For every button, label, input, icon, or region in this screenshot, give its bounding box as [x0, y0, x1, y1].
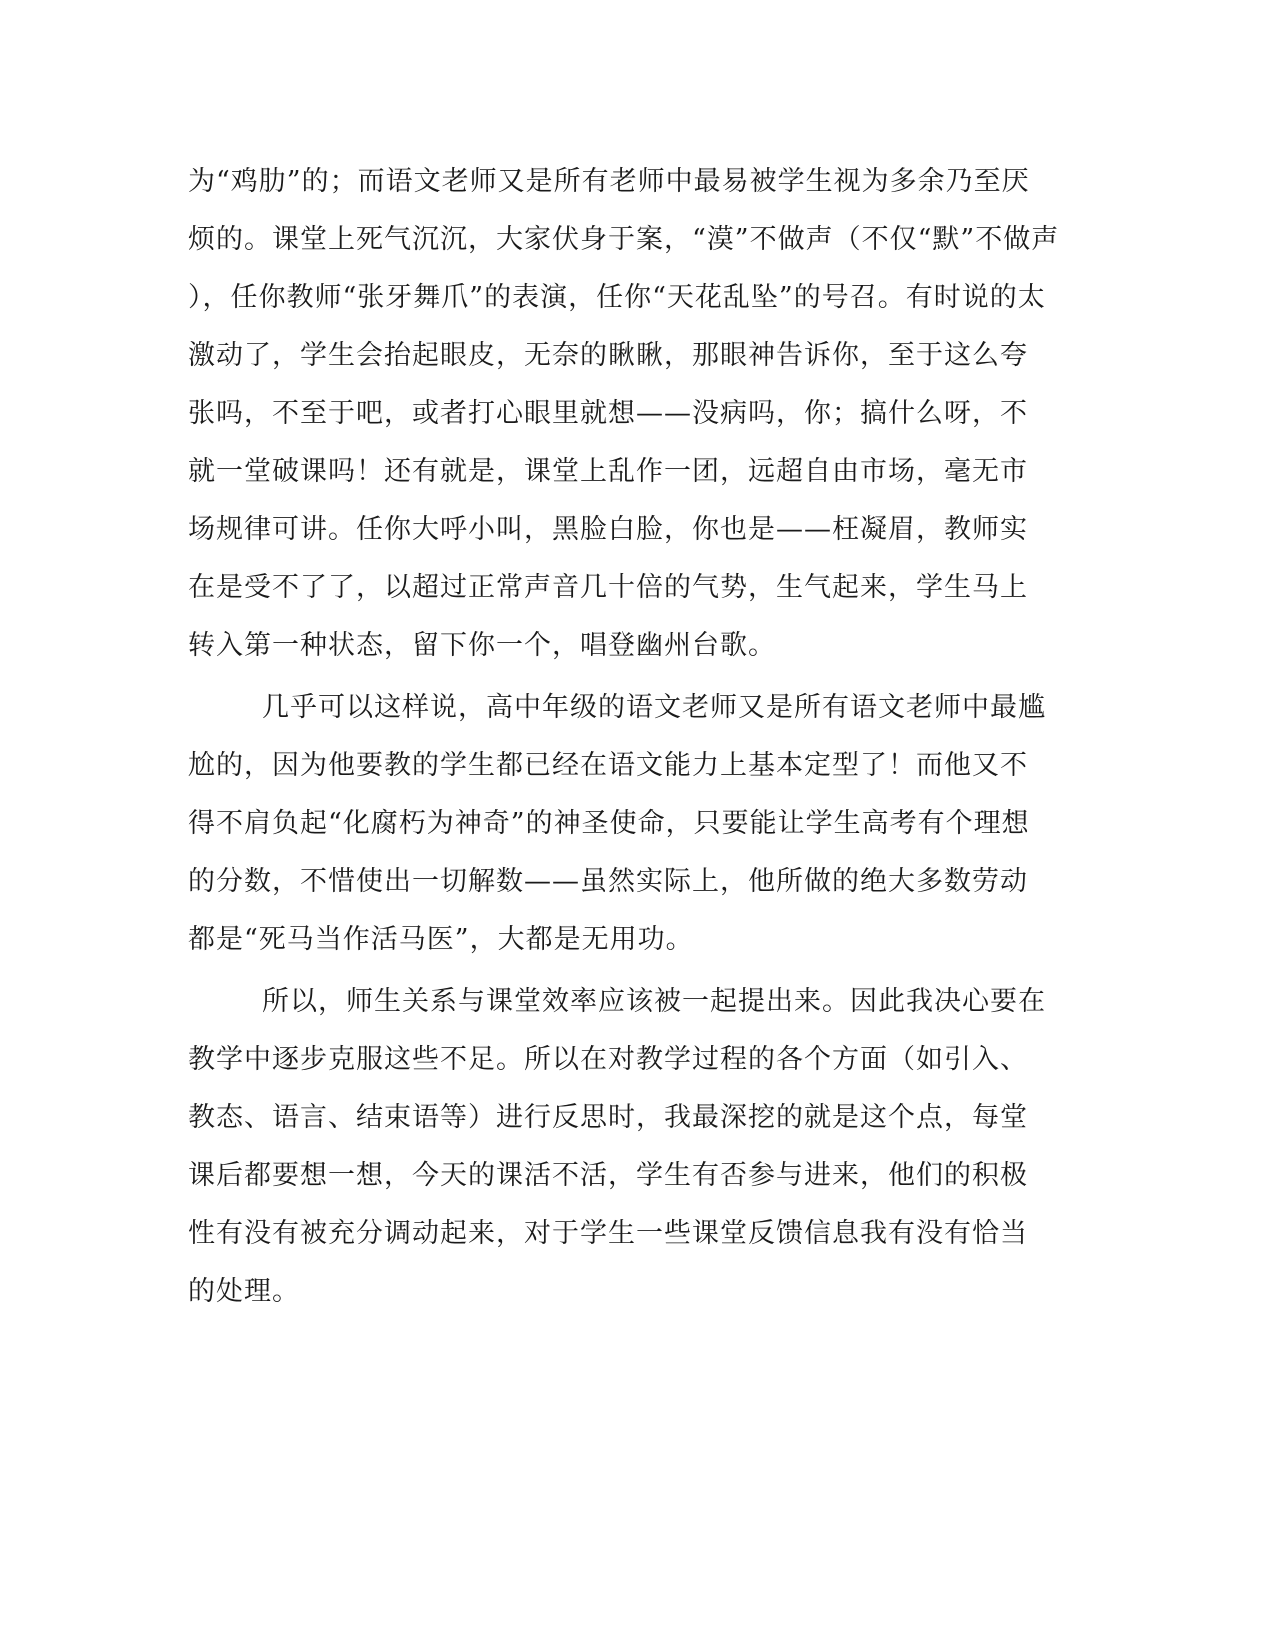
- paragraph-3-line-4: 课后都要想一想，今天的课活不活，学生有否参与进来，他们的积极: [188, 1160, 1028, 1191]
- paragraph-3-line-3: 教态、语言、结束语等）进行反思时，我最深挖的就是这个点，每堂: [188, 1102, 1028, 1133]
- paragraph-1-line-4: 激动了，学生会抬起眼皮，无奈的瞅瞅，那眼神告诉你，至于这么夸: [188, 340, 1028, 371]
- paragraph-2-line-3: 得不肩负起“化腐朽为神奇”的神圣使命，只要能让学生高考有个理想: [188, 808, 1030, 839]
- paragraph-1-line-2: 烦的。课堂上死气沉沉，大家伏身于案，“漠”不做声（不仅“默”不做声: [188, 224, 1060, 255]
- paragraph-3-line-1: 所以，师生关系与课堂效率应该被一起提出来。因此我决心要在: [262, 986, 1046, 1017]
- paragraph-2-line-4: 的分数，不惜使出一切解数——虽然实际上，他所做的绝大多数劳动: [188, 866, 1028, 897]
- paragraph-1-line-9: 转入第一种状态，留下你一个，唱登幽州台歌。: [188, 630, 776, 661]
- paragraph-1-line-3: ），任你教师“张牙舞爪”的表演，任你“天花乱坠”的号召。有时说的太: [188, 282, 1046, 313]
- paragraph-3-line-6: 的处理。: [188, 1276, 300, 1307]
- paragraph-1-line-5: 张吗，不至于吧，或者打心眼里就想——没病吗，你；搞什么呀，不: [188, 398, 1028, 429]
- paragraph-1-line-8: 在是受不了了，以超过正常声音几十倍的气势，生气起来，学生马上: [188, 572, 1028, 603]
- paragraph-1-line-7: 场规律可讲。任你大呼小叫，黑脸白脸，你也是——枉凝眉，教师实: [188, 514, 1028, 545]
- paragraph-2-line-1: 几乎可以这样说，高中年级的语文老师又是所有语文老师中最尴: [262, 692, 1046, 723]
- paragraph-2-line-2: 尬的，因为他要教的学生都已经在语文能力上基本定型了！而他又不: [188, 750, 1028, 781]
- paragraph-3-line-2: 教学中逐步克服这些不足。所以在对教学过程的各个方面（如引入、: [188, 1044, 1028, 1075]
- paragraph-2-line-5: 都是“死马当作活马医”，大都是无用功。: [188, 924, 694, 955]
- paragraph-1-line-1: 为“鸡肋”的；而语文老师又是所有老师中最易被学生视为多余乃至厌: [188, 166, 1030, 197]
- paragraph-3-line-5: 性有没有被充分调动起来，对于学生一些课堂反馈信息我有没有恰当: [188, 1218, 1028, 1249]
- paragraph-1-line-6: 就一堂破课吗！还有就是，课堂上乱作一团，远超自由市场，毫无市: [188, 456, 1028, 487]
